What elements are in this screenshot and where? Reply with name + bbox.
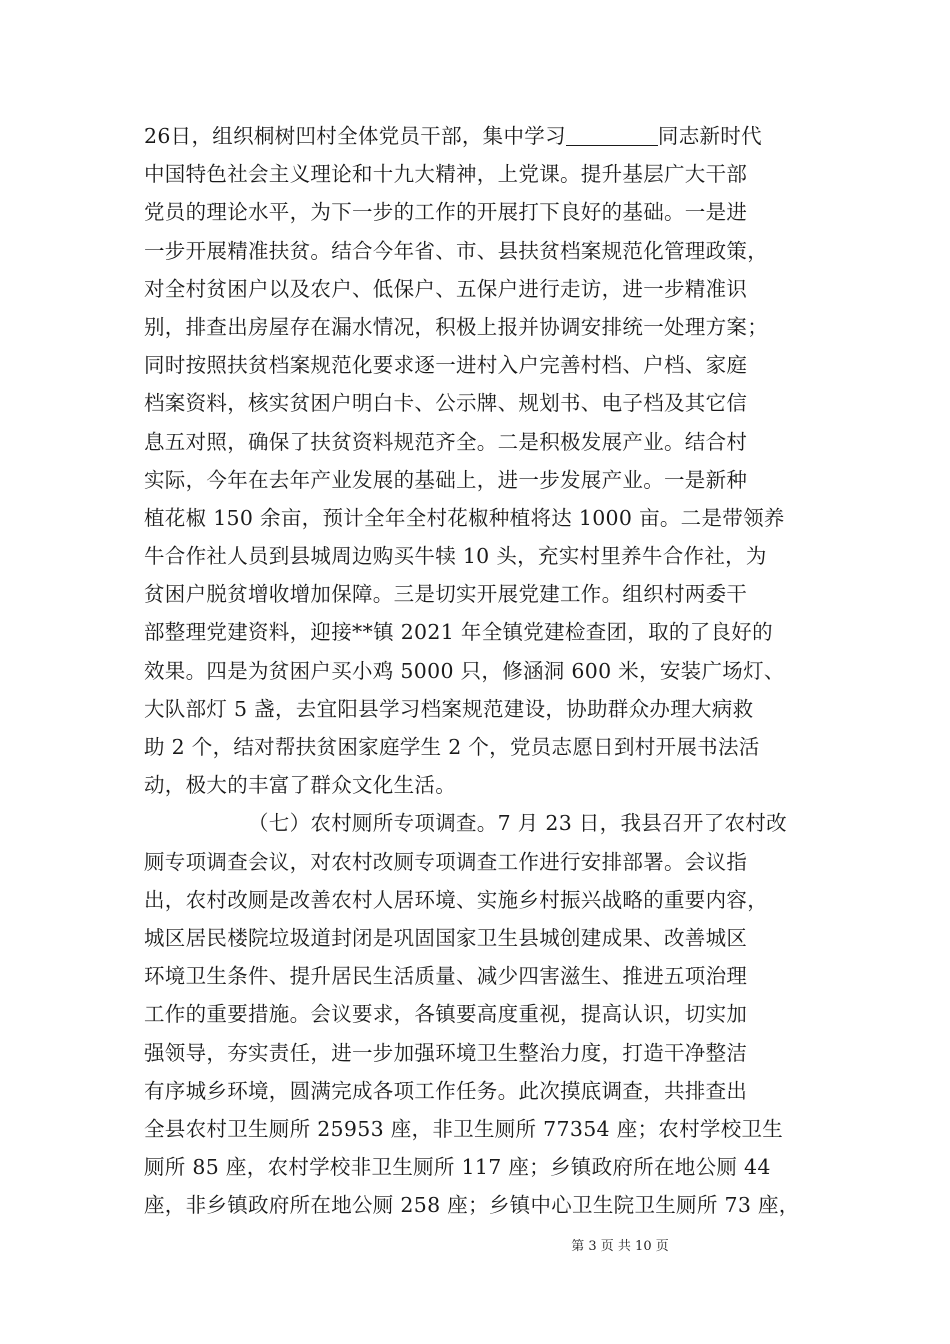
text-line: 有序城乡环境，圆满完成各项工作任务。此次摸底调查，共排查出	[144, 1078, 748, 1103]
text-line: 助 2 个，结对帮扶贫困家庭学生 2 个，党员志愿日到村开展书法活	[144, 735, 760, 759]
text-line: 档案资料，核实贫困户明白卡、公示牌、规划书、电子档及其它信	[144, 391, 748, 416]
text-line: 实际，今年在去年产业发展的基础上，进一步发展产业。一是新种	[144, 467, 748, 492]
text-line: 大队部灯 5 盏，去宜阳县学习档案规范建设，协助群众办理大病救	[144, 696, 754, 721]
text-line: 别，排查出房屋存在漏水情况，积极上报并协调安排统一处理方案；	[144, 314, 768, 339]
text-line: 环境卫生条件、提升居民生活质量、减少四害滋生、推进五项治理	[144, 964, 748, 989]
text-line: 对全村贫困户以及农户、低保户、五保户进行走访，进一步精准识	[144, 276, 748, 301]
text-line: 党员的理论水平，为下一步的工作的开展打下良好的基础。一是进	[144, 200, 748, 225]
text-line: 效果。四是为贫困户买小鸡 5000 只，修涵洞 600 米，安装广场灯、	[144, 658, 785, 683]
section-heading-line: （七）农村厕所专项调查。7 月 23 日，我县召开了农村改	[248, 811, 787, 836]
fill-in-blank	[566, 123, 658, 146]
text-line: 贫困户脱贫增收增加保障。三是切实开展党建工作。组织村两委干	[144, 582, 748, 607]
text-line: 全县农村卫生厕所 25953 座，非卫生厕所 77354 座；农村学校卫生	[144, 1116, 784, 1141]
text-line: 中国特色社会主义理论和十九大精神，上党课。提升基层广大干部	[144, 162, 748, 187]
text-line: 座，非乡镇政府所在地公厕 258 座；乡镇中心卫生院卫生厕所 73 座，	[144, 1193, 800, 1218]
text-line: 一步开展精准扶贫。结合今年省、市、县扶贫档案规范化管理政策，	[144, 238, 768, 263]
text-segment: 26日，组织桐树凹村全体党员干部，集中学习	[144, 124, 566, 148]
body-text	[144, 117, 844, 1224]
text-line: 息五对照，确保了扶贫资料规范齐全。二是积极发展产业。结合村	[144, 429, 748, 454]
text-line: 同时按照扶贫档案规范化要求逐一进村入户完善村档、户档、家庭	[144, 353, 748, 378]
text-line: 厕所 85 座，农村学校非卫生厕所 117 座；乡镇政府所在地公厕 44	[144, 1155, 771, 1180]
text-line: 工作的重要措施。会议要求，各镇要高度重视，提高认识，切实加	[144, 1002, 748, 1027]
text-line: 牛合作社人员到县城周边购买牛犊 10 头，充实村里养牛合作社，为	[144, 544, 767, 569]
text-line	[144, 117, 844, 155]
text-line: 植花椒 150 余亩，预计全年全村花椒种植将达 1000 亩。二是带领养	[144, 505, 785, 530]
text-line: 部整理党建资料，迎接**镇 2021 年全镇党建检查团，取的了良好的	[144, 620, 773, 645]
text-line: 动，极大的丰富了群众文化生活。	[144, 773, 456, 798]
text-line: 城区居民楼院垃圾道封闭是巩固国家卫生县城创建成果、改善城区	[144, 925, 748, 950]
text-line: 厕专项调查会议，对农村改厕专项调查工作进行安排部署。会议指	[144, 849, 748, 874]
page-number-footer: 第 3 页 共 10 页	[571, 1239, 669, 1254]
text-line: 出，农村改厕是改善农村人居环境、实施乡村振兴战略的重要内容，	[144, 887, 768, 912]
text-segment: 同志新时代	[657, 124, 762, 148]
text-line: 强领导，夯实责任，进一步加强环境卫生整治力度，打造干净整洁	[144, 1040, 748, 1065]
